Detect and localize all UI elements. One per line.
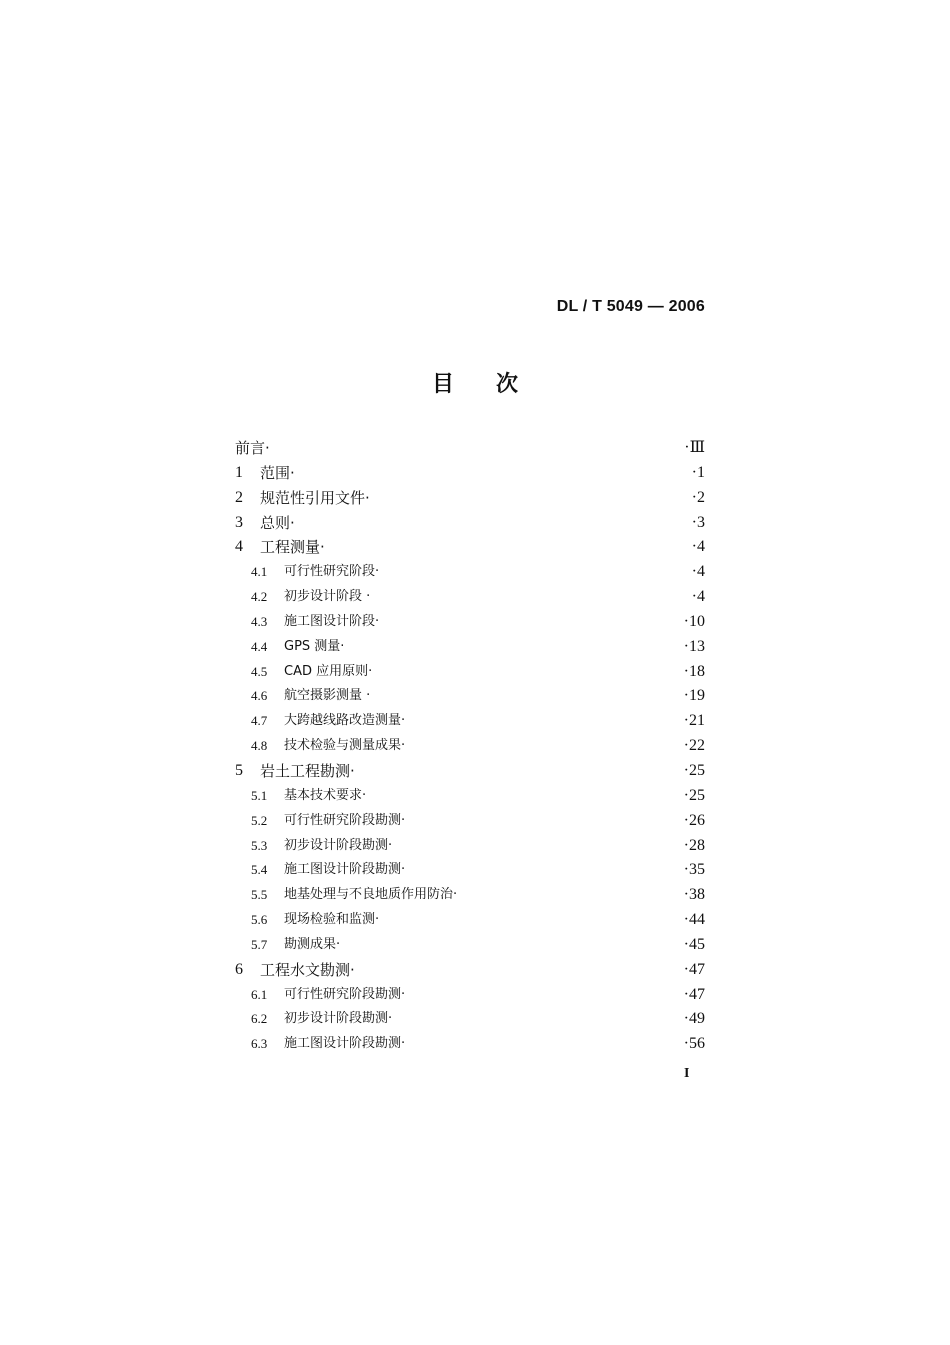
toc-section-entry[interactable] xyxy=(235,1007,705,1032)
toc-entry-label: 规范性引用文件· xyxy=(260,488,370,507)
toc-section-entry[interactable] xyxy=(235,883,705,908)
toc-entry-label: GPS 测量· xyxy=(284,638,345,654)
toc-chapter-entry[interactable] xyxy=(235,436,705,461)
toc-entry-number: 1 xyxy=(235,463,243,481)
toc-section-entry[interactable] xyxy=(235,1032,705,1057)
toc-section-entry[interactable] xyxy=(235,983,705,1008)
toc-section-entry[interactable] xyxy=(235,684,705,709)
toc-section-entry[interactable] xyxy=(235,834,705,859)
toc-entry-page: ·47 xyxy=(683,960,705,978)
toc-entry-label: 工程水文勘测· xyxy=(260,960,355,979)
page-number: I xyxy=(684,1066,690,1081)
toc-entry-page: ·56 xyxy=(683,1035,705,1053)
toc-section-entry[interactable] xyxy=(235,933,705,958)
toc-entry-page: ·25 xyxy=(683,786,705,804)
toc-entry-page: ·4 xyxy=(691,538,705,556)
toc-entry-number: 6.1 xyxy=(251,986,268,1002)
toc-entry-page: ·4 xyxy=(691,563,705,581)
toc-entry-page: ·25 xyxy=(683,761,705,779)
toc-entry-label: 可行性研究阶段勘测· xyxy=(284,812,406,828)
toc-entry-page: ·4 xyxy=(691,588,705,606)
toc-entry-label: 岩土工程勘测· xyxy=(260,761,355,780)
toc-entry-number: 4.7 xyxy=(251,713,268,729)
toc-entry-label: 施工图设计阶段勘测· xyxy=(284,862,406,878)
toc-chapter-entry[interactable] xyxy=(235,461,705,486)
toc-entry-label: 施工图设计阶段· xyxy=(284,613,380,629)
toc-entry-label: 基本技术要求· xyxy=(284,787,367,803)
toc-entry-page: ·45 xyxy=(683,935,705,953)
toc-entry-page: ·3 xyxy=(691,513,705,531)
toc-entry-number: 5.5 xyxy=(251,887,268,903)
toc-section-entry[interactable] xyxy=(235,809,705,834)
toc-entry-label: 施工图设计阶段勘测· xyxy=(284,1036,406,1052)
toc-entry-number: 4.1 xyxy=(251,564,268,580)
toc-section-entry[interactable] xyxy=(235,734,705,759)
toc-entry-number: 4.6 xyxy=(251,688,268,704)
toc-section-entry[interactable] xyxy=(235,858,705,883)
toc-entry-number: 4.8 xyxy=(251,738,268,754)
toc-entry-page: ·13 xyxy=(683,637,705,655)
toc-title-char-1: 目 xyxy=(431,372,454,397)
toc-entry-label: 可行性研究阶段勘测· xyxy=(284,986,406,1002)
toc-title xyxy=(0,370,950,400)
toc-section-entry[interactable] xyxy=(235,635,705,660)
toc-entry-number: 4.2 xyxy=(251,589,268,605)
table-of-contents xyxy=(235,436,705,1057)
toc-entry-number: 5.7 xyxy=(251,936,268,952)
toc-entry-label: 现场检验和监测· xyxy=(284,912,380,928)
toc-entry-number: 6.2 xyxy=(251,1011,268,1027)
toc-entry-page: ·47 xyxy=(683,985,705,1003)
toc-section-entry[interactable] xyxy=(235,784,705,809)
toc-entry-label: 初步设计阶段 · xyxy=(284,589,371,605)
toc-entry-label: 前言· xyxy=(235,439,270,457)
toc-entry-label: 技术检验与测量成果· xyxy=(284,738,406,754)
toc-entry-number: 3 xyxy=(235,513,243,531)
toc-entry-number: 6.3 xyxy=(251,1036,268,1052)
toc-entry-page: ·10 xyxy=(683,612,705,630)
toc-entry-label: 地基处理与不良地质作用防治· xyxy=(284,887,458,903)
toc-section-entry[interactable] xyxy=(235,560,705,585)
toc-section-entry[interactable] xyxy=(235,908,705,933)
toc-entry-page: ·44 xyxy=(683,911,705,929)
toc-entry-number: 5 xyxy=(235,761,243,779)
toc-entry-page: ·28 xyxy=(683,836,705,854)
toc-section-entry[interactable] xyxy=(235,585,705,610)
toc-title-char-2: 次 xyxy=(496,372,519,397)
toc-entry-page: ·Ⅲ xyxy=(684,439,705,456)
toc-entry-label: 初步设计阶段勘测· xyxy=(284,1011,393,1027)
toc-entry-page: ·35 xyxy=(683,861,705,879)
toc-chapter-entry[interactable] xyxy=(235,958,705,983)
toc-chapter-entry[interactable] xyxy=(235,535,705,560)
toc-entry-page: ·2 xyxy=(691,488,705,506)
toc-entry-number: 5.1 xyxy=(251,787,268,803)
toc-chapter-entry[interactable] xyxy=(235,486,705,511)
standard-code: DL / T 5049 — 2006 xyxy=(556,298,705,315)
toc-entry-label: 范围· xyxy=(260,463,295,482)
toc-chapter-entry[interactable] xyxy=(235,511,705,536)
toc-entry-number: 4.5 xyxy=(251,663,268,679)
toc-entry-number: 4.3 xyxy=(251,613,268,629)
toc-chapter-entry[interactable] xyxy=(235,759,705,784)
toc-section-entry[interactable] xyxy=(235,709,705,734)
toc-entry-label: 大跨越线路改造测量· xyxy=(284,713,406,729)
toc-section-entry[interactable] xyxy=(235,610,705,635)
toc-section-entry[interactable] xyxy=(235,660,705,685)
toc-entry-page: ·1 xyxy=(691,463,705,481)
toc-entry-label: 总则· xyxy=(260,513,295,532)
toc-entry-label: 初步设计阶段勘测· xyxy=(284,837,393,853)
toc-entry-number: 4 xyxy=(235,538,243,556)
toc-entry-label: CAD 应用原则· xyxy=(284,663,373,679)
toc-entry-page: ·38 xyxy=(683,886,705,904)
toc-entry-page: ·18 xyxy=(683,662,705,680)
toc-entry-label: 航空摄影测量 · xyxy=(284,688,371,704)
toc-entry-number: 6 xyxy=(235,960,243,978)
toc-entry-number: 4.4 xyxy=(251,638,268,654)
toc-entry-number: 5.6 xyxy=(251,912,268,928)
toc-entry-page: ·19 xyxy=(683,687,705,705)
toc-entry-label: 工程测量· xyxy=(260,538,325,557)
toc-entry-label: 勘测成果· xyxy=(284,936,341,952)
toc-entry-number: 5.4 xyxy=(251,862,268,878)
toc-entry-page: ·26 xyxy=(683,811,705,829)
toc-entry-number: 5.2 xyxy=(251,812,268,828)
toc-entry-number: 2 xyxy=(235,488,243,506)
toc-entry-number: 5.3 xyxy=(251,837,268,853)
toc-entry-label: 可行性研究阶段· xyxy=(284,564,380,580)
toc-entry-page: ·22 xyxy=(683,737,705,755)
toc-entry-page: ·49 xyxy=(683,1010,705,1028)
toc-entry-page: ·21 xyxy=(683,712,705,730)
